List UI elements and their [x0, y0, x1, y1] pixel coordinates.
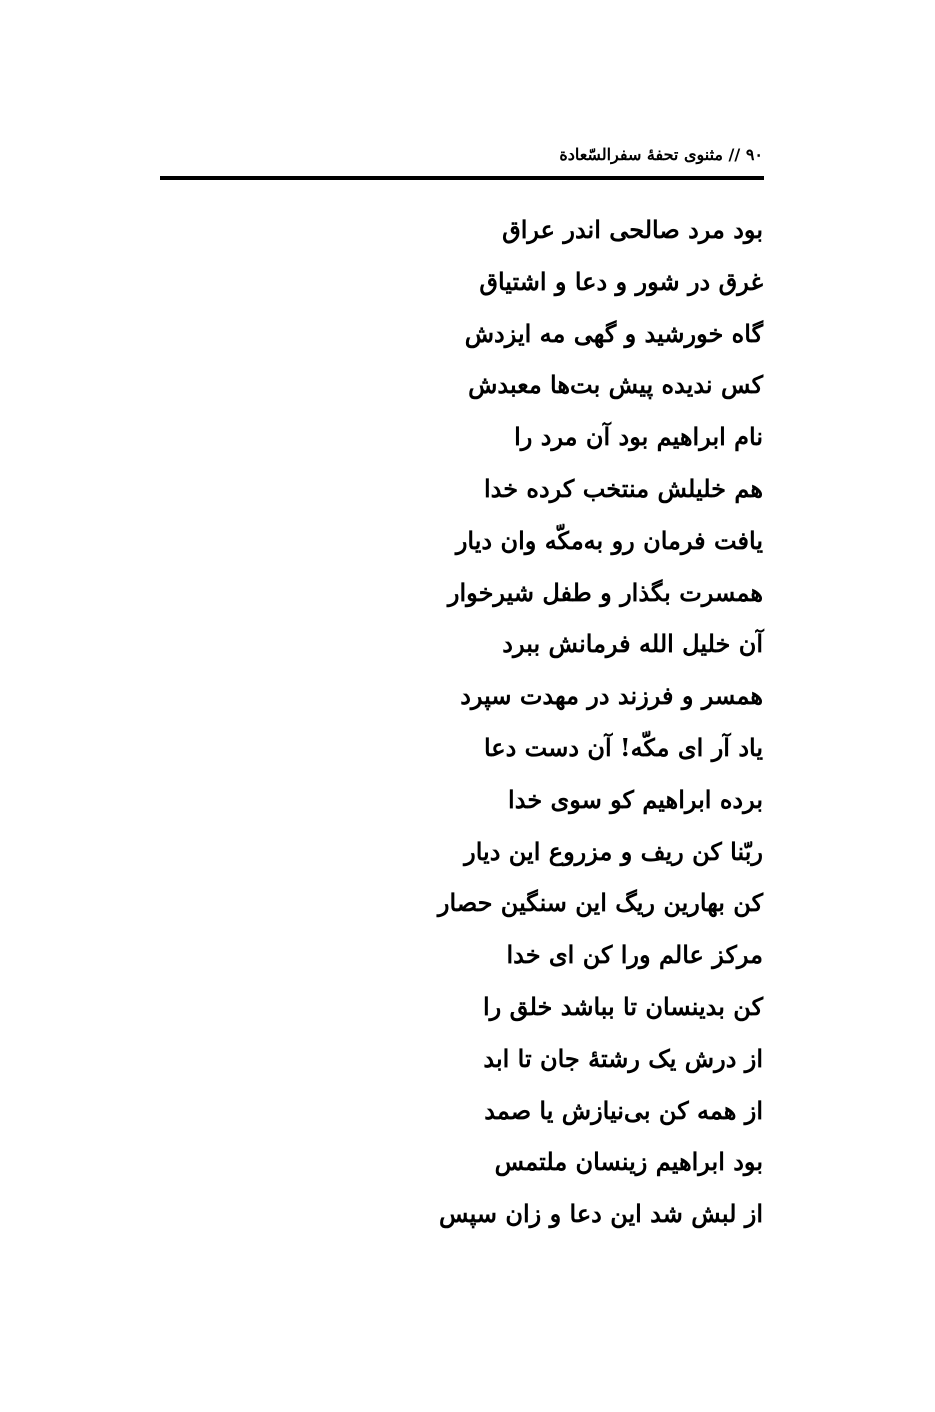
verse-line: بود مرد صالحی اندر عراق — [502, 215, 763, 244]
verse-line: از لبش شد این دعا و زان سپس — [439, 1199, 763, 1229]
verse-line: کن بهارین ریگ این سنگین حصار — [437, 888, 763, 918]
verse-line: بود ابراهیم زینسان ملتمس — [494, 1147, 763, 1177]
verse-line: یاد آر ای مکّه! آن دست دعا — [483, 732, 763, 762]
verse-line: ربّنا کن ریف و مزروع این دیار — [464, 836, 763, 866]
verse-line: مرکز عالم ورا کن ای خدا — [506, 940, 763, 970]
verse-line: یافت فرمان رو به‌مکّه وان دیار — [455, 525, 763, 555]
verse-line: کس ندیده پیش بت‌ها معبدش — [468, 370, 763, 400]
verse-line: گاه خورشید و گهی مه ایزدش — [464, 318, 763, 348]
page-number: ۹۰ — [745, 145, 763, 164]
verse-line: برده ابراهیم کو سوی خدا — [508, 784, 763, 814]
verse-line: از درش یک رشتهٔ جان تا ابد — [483, 1043, 763, 1073]
verse-line: هم خلیلش منتخب کرده خدا — [483, 473, 763, 503]
header-rule — [160, 176, 764, 180]
verse-line: غرق در شور و دعا و اشتیاق — [479, 266, 763, 296]
verse-line: آن خلیل الله فرمانش ببرد — [502, 629, 763, 659]
verse-line: همسرت بگذار و طفل شیرخوار — [447, 577, 763, 607]
verse-line: کن بدینسان تا بباشد خلق را — [482, 991, 763, 1021]
book-title: مثنوی تحفهٔ سفرالسّعادة — [559, 145, 723, 164]
verse-line: همسر و فرزند در مهدت سپرد — [460, 681, 763, 711]
running-head — [263, 143, 763, 167]
verse-line: نام ابراهیم بود آن مرد را — [514, 422, 763, 452]
verse-line: از همه کن بی‌نیازش یا صمد — [484, 1095, 763, 1125]
head-separator: // — [728, 145, 741, 164]
verse-list — [203, 208, 763, 1244]
